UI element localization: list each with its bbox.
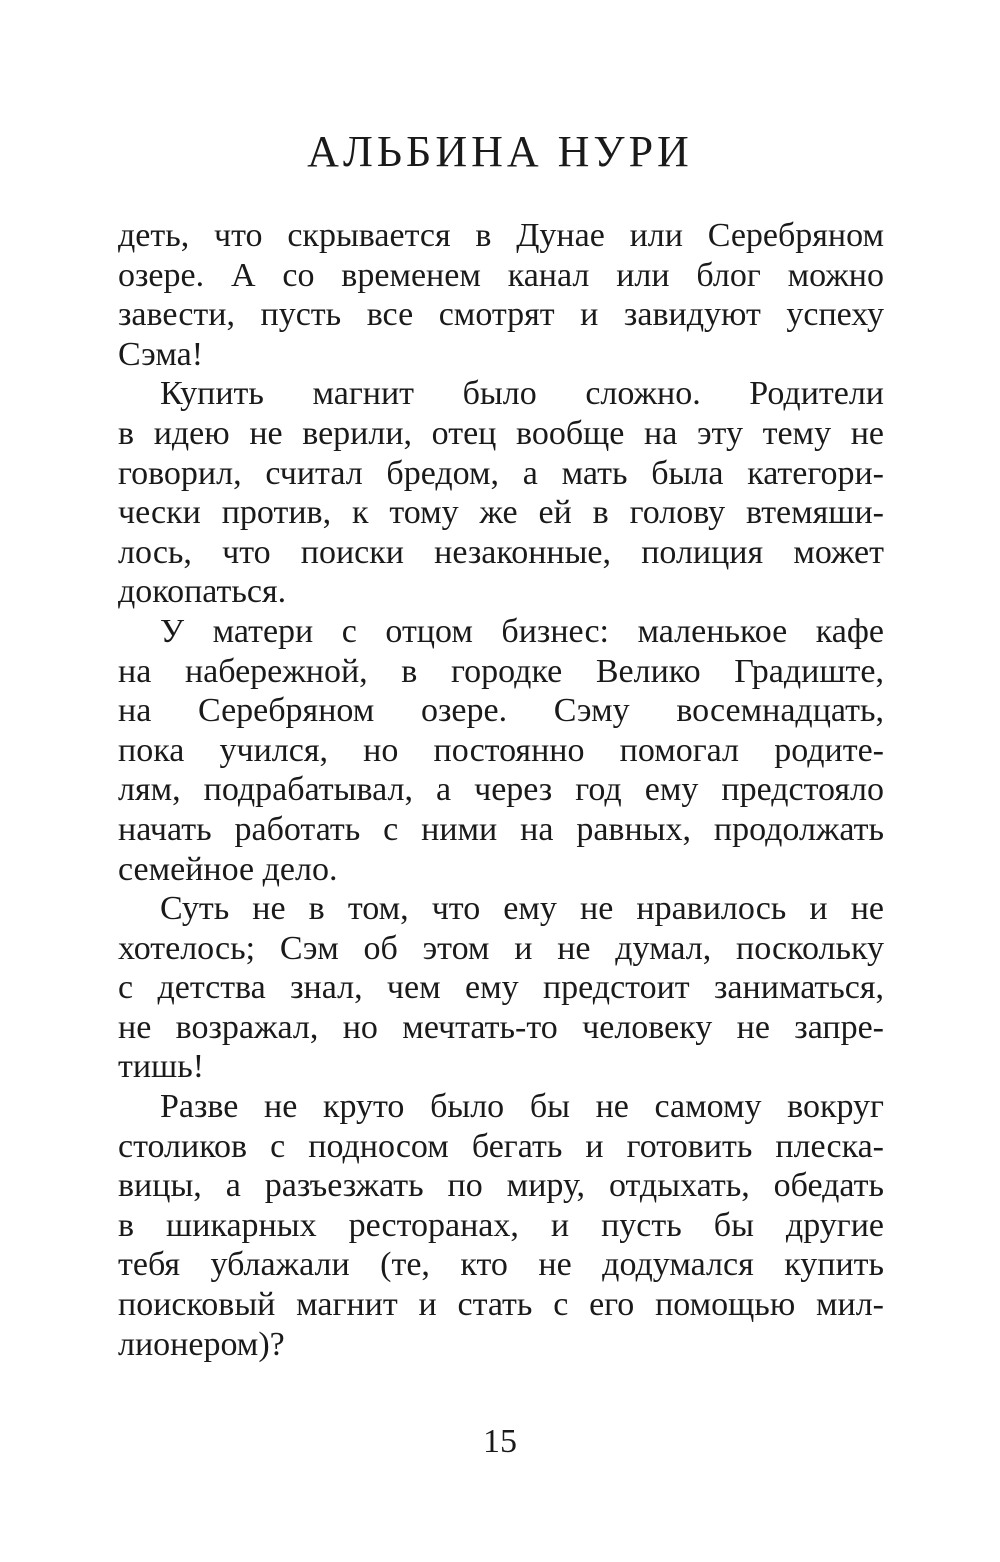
text-line: Разве не круто было бы не самому вокруг [160,1088,884,1126]
text-line: на Серебряном озере. Сэму восемнадцать, [118,692,884,730]
text-line: лям, подрабатывал, а через год ему предстояло [118,771,884,809]
text-line: вицы, а разъезжать по миру, отдыхать, обедать [118,1167,884,1205]
text-line: завести, пусть все смотрят и завидуют успеху [118,296,884,334]
text-line: поисковый магнит и стать с его помощью мил- [118,1286,884,1324]
text-line: начать работать с ними на равных, продолжать [118,810,884,848]
text-line: озере. А со временем канал или блог можно [118,256,884,294]
text-line: докопаться. [118,573,287,611]
text-line: У матери с отцом бизнес: маленькое кафе [160,612,884,650]
text-line: с детства знал, чем ему предстоит заниматься, [118,969,884,1007]
text-line: говорил, считал бредом, а мать была категори- [118,454,884,492]
text-line: Купить магнит было сложно. Родители [160,375,884,413]
text-line: чески против, к тому же ей в голову втемяши- [118,494,884,532]
text-line: хотелось; Сэм об этом и не думал, поскольку [118,929,884,967]
page-number: 15 [483,1423,517,1460]
text-line: Сэма! [118,335,204,373]
text-line: семейное дело. [118,850,338,888]
text-line: на набережной, в городке Велико Градиште, [118,652,884,690]
text-line: Суть не в том, что ему не нравилось и не [160,890,884,928]
text-line: в шикарных ресторанах, и пусть бы другие [118,1206,884,1244]
text-line: тишь! [118,1048,205,1086]
body-text [118,216,884,1364]
text-line: лионером)? [118,1325,285,1363]
text-line: пока учился, но постоянно помогал родите- [118,731,884,769]
text-line: в идею не верили, отец вообще на эту тему не [118,414,884,452]
text-line: столиков с подносом бегать и готовить плеска- [118,1127,884,1165]
text-line: не возражал, но мечтать-то человеку не запре- [118,1008,884,1046]
text-line: деть, что скрывается в Дунае или Серебряном [118,217,884,254]
running-header-author: АЛЬБИНА НУРИ [307,127,693,176]
text-line: тебя ублажали (те, кто не додумался купить [118,1246,884,1284]
text-line: лось, что поиски незаконные, полиция может [118,533,884,571]
